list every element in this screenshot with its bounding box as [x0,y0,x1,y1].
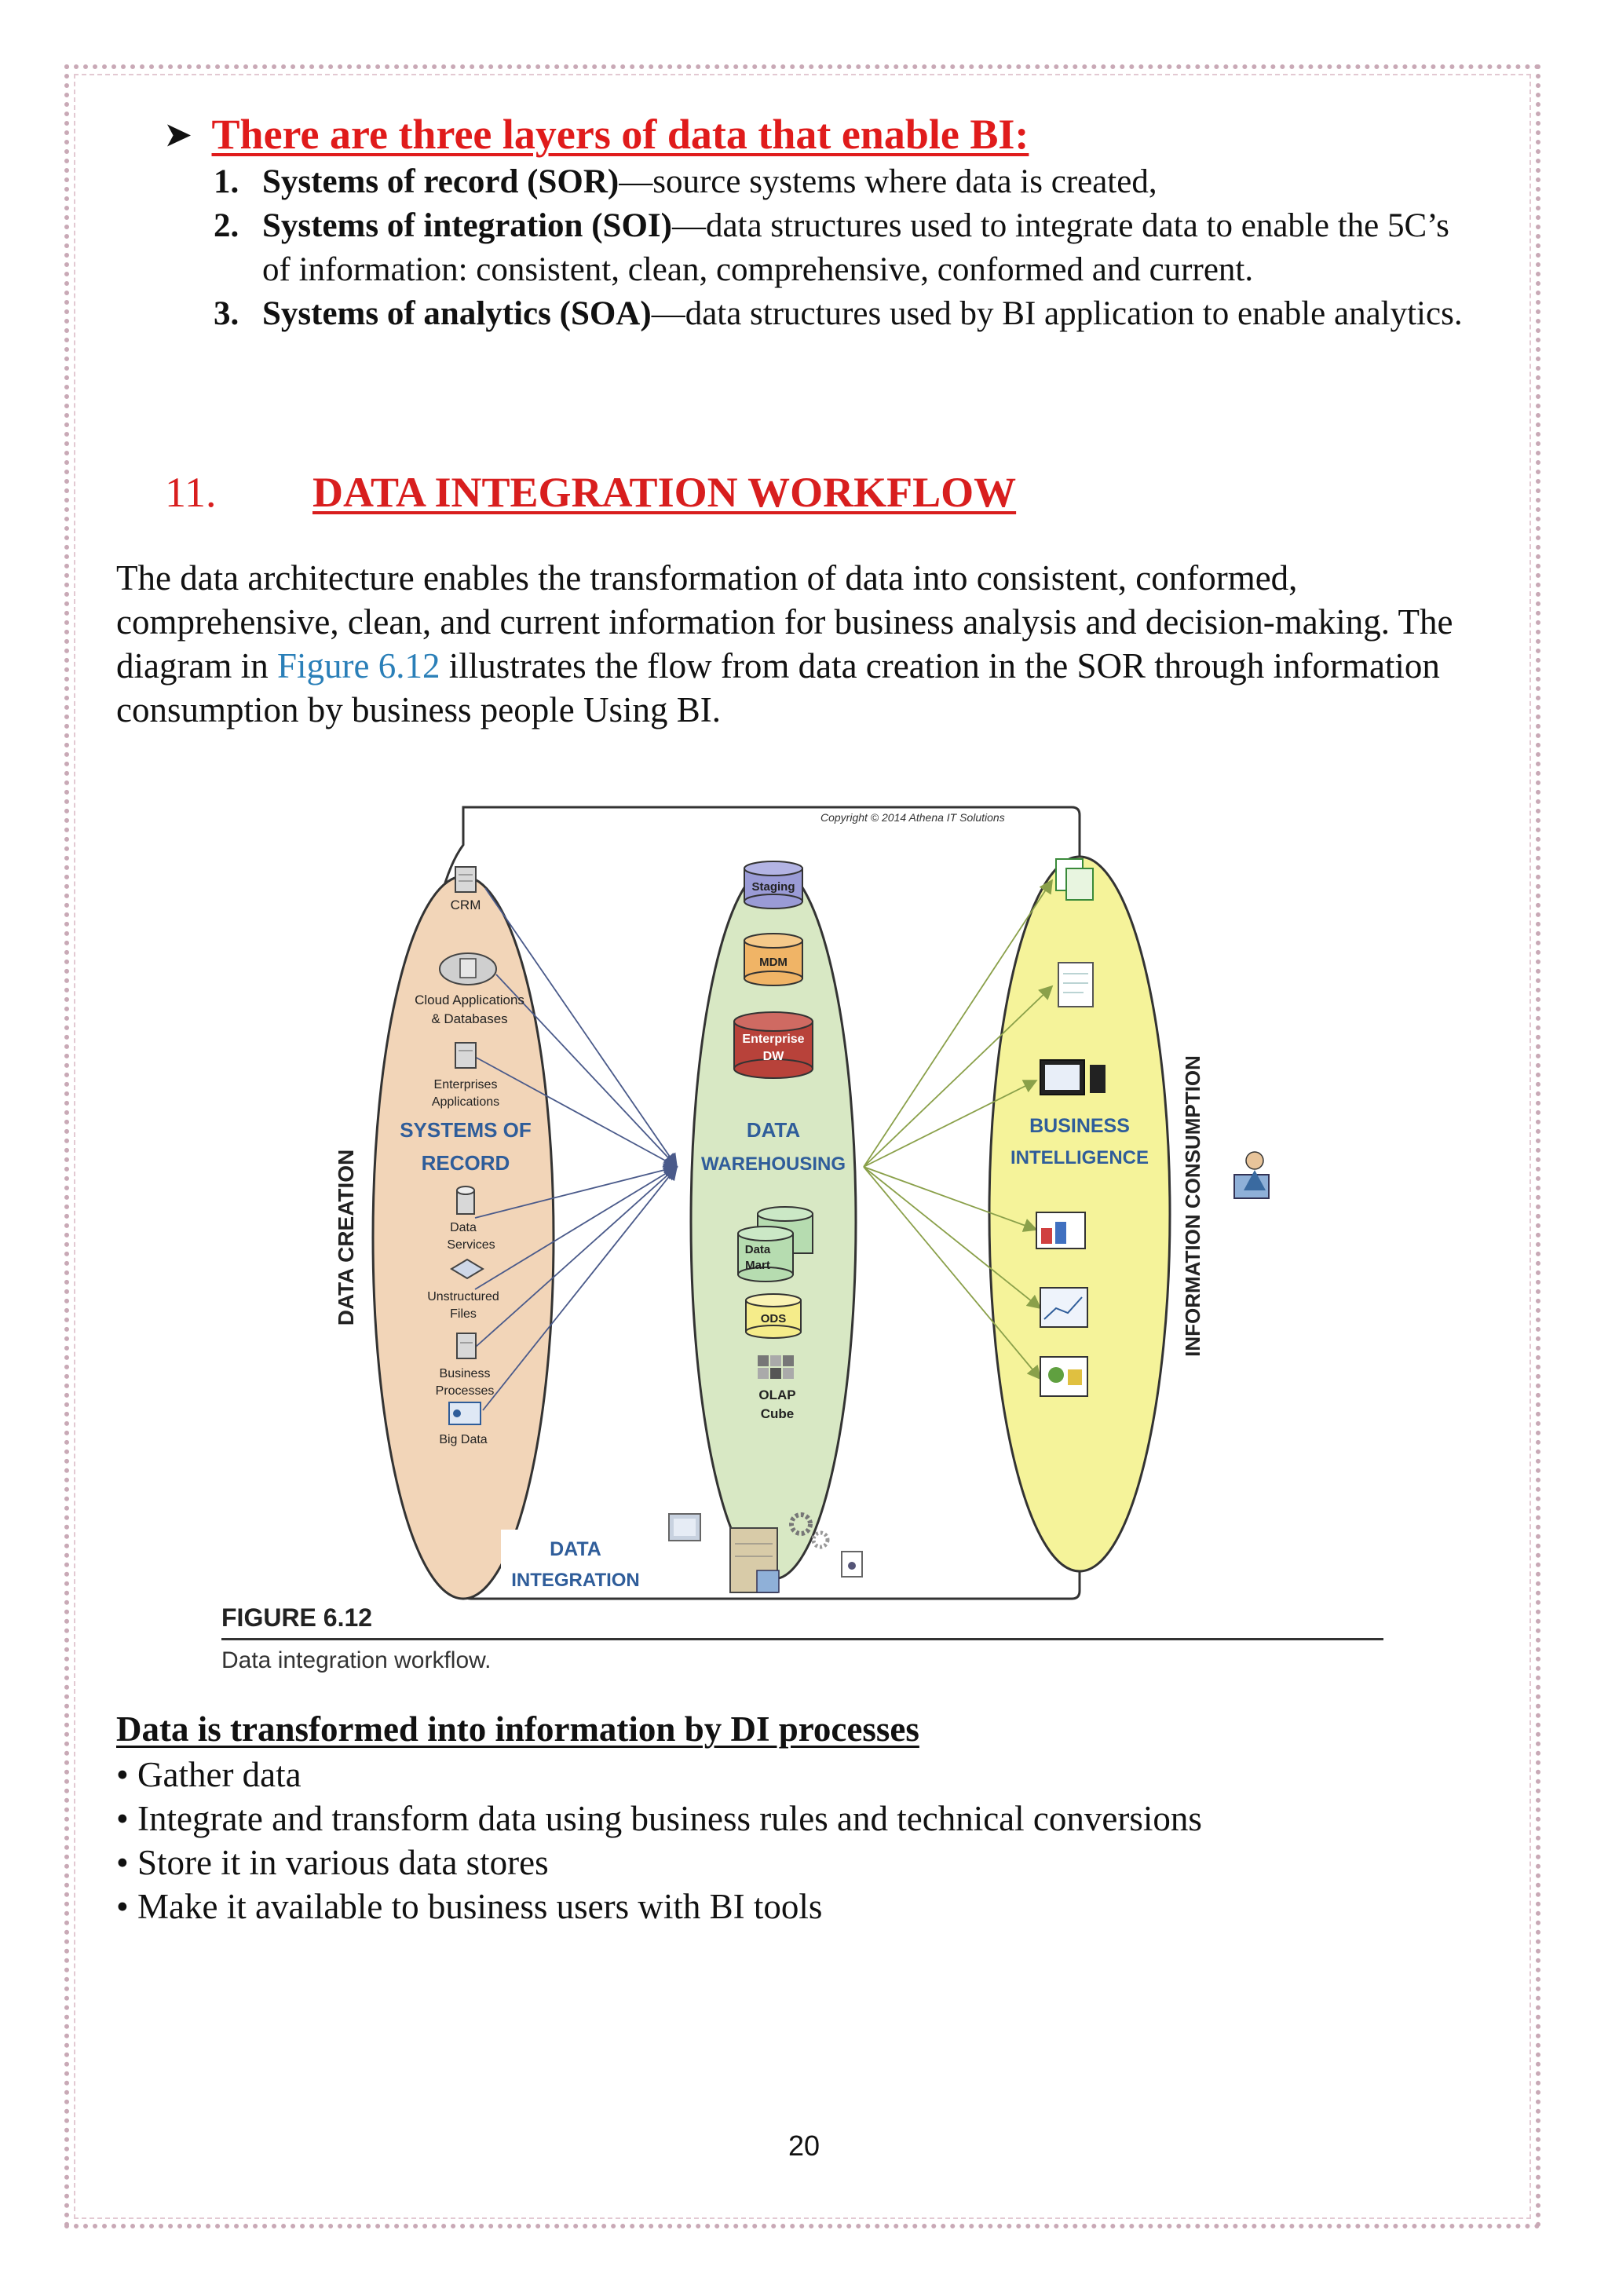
source-label: Cloud Applications [415,993,524,1007]
chart-screen-icon [1040,1357,1087,1396]
diagram-svg [314,798,1296,1614]
list-item-desc: —data structures used by BI application to enable analytics. [651,295,1463,332]
source-label: CRM [450,898,481,912]
list-item-number: 3. [214,295,239,332]
cloud-icon [440,953,496,985]
list-item: • Make it available to business users with BI tools [116,1887,823,1926]
dw-store-label: Cube [760,1406,795,1421]
arrow-bullet-icon: ➤ [165,117,192,152]
di-server-icon [730,1528,779,1592]
di-processes-heading: Data is transformed into information by DI processes [116,1709,919,1749]
list-item-desc: —source systems where data is created, [619,163,1157,200]
layers-heading [165,110,1029,159]
page-number: 20 [788,2130,820,2162]
figure-link[interactable]: Figure 6.12 [276,646,440,686]
di-processes-list [116,1753,1202,1929]
source-label: Unstructured [427,1290,499,1303]
source-label: & Databases [431,1011,508,1026]
list-item-desc: —data structures used to integrate data to enable the 5C’s of information: consistent, clean, comprehensive, conformed and current. [262,207,1449,288]
dw-store-label: MDM [759,956,788,969]
layers-heading-text: There are three layers of data that enable BI: [211,111,1029,158]
section-title: DATA INTEGRATION WORKFLOW [312,469,1017,516]
data-integration-diagram [314,798,1296,1614]
list-item-number: 1. [214,163,239,200]
list-item: • Integrate and transform data using business rules and technical conversions [116,1799,1202,1838]
list-item [214,292,1486,336]
dw-store-label: Data [744,1243,771,1256]
paragraph-text: illustrates the flow from data creation in the SOR through information consumption by business people Using BI. [116,646,1440,729]
dw-store-label: Staging [751,880,795,894]
database-icon [457,1186,474,1214]
source-label: Processes [435,1384,495,1398]
dw-title: WAREHOUSING [700,1153,846,1175]
dw-title: DATA [746,1118,801,1142]
list-item [214,204,1486,292]
copyright-text: Copyright © 2014 Athena IT Solutions [820,811,1005,824]
list-item-number: 2. [214,207,239,244]
server-icon [455,867,476,892]
bi-title: INTELLIGENCE [1010,1147,1149,1168]
figure-caption-title: FIGURE 6.12 [221,1603,373,1632]
sor-title: RECORD [421,1151,510,1175]
dw-store-label: DW [762,1050,784,1063]
di-window-icon [669,1514,700,1541]
list-item-term: Systems of integration (SOI) [262,207,672,244]
server-icon [455,1043,476,1068]
source-label: Big Data [439,1433,488,1446]
source-label: Services [447,1238,495,1252]
server-icon [457,1333,476,1358]
intro-paragraph [116,556,1498,732]
list-item [214,160,1486,204]
list-item-term: Systems of analytics (SOA) [262,295,652,332]
information-consumption-label: INFORMATION CONSUMPTION [1181,1055,1204,1357]
source-label: Enterprises [433,1078,498,1091]
dw-store-label: Mart [745,1259,770,1272]
source-label: Business [439,1367,491,1380]
dw-store-label: Enterprise [742,1033,805,1046]
paragraph-text: The data architecture enables the transformation of data into consistent, conformed, comprehensive, clean, and current information for business analysis and decision-making. The diagram in [116,558,1453,686]
source-label: Data [450,1221,477,1234]
di-title: INTEGRATION [511,1570,640,1591]
dw-store-label: OLAP [758,1387,796,1402]
layers-list [214,160,1486,336]
document-gear-icon [842,1552,862,1577]
business-user-icon [1234,1152,1269,1198]
list-item-term: Systems of record (SOR) [262,163,619,200]
big-data-icon [449,1402,481,1424]
list-item: • Gather data [116,1755,302,1794]
sor-title: SYSTEMS OF [400,1118,532,1142]
di-title: DATA [550,1538,601,1560]
list-item: • Store it in various data stores [116,1843,549,1882]
section-number: 11. [165,469,217,516]
dw-store-label: ODS [760,1312,787,1325]
bi-title: BUSINESS [1029,1115,1130,1137]
figure-caption-rule [221,1638,1383,1640]
source-label: Applications [431,1095,500,1109]
report-icon [1058,963,1093,1007]
source-label: Files [450,1307,477,1321]
analytics-screen-icon [1040,1288,1087,1327]
data-creation-label: DATA CREATION [334,1149,358,1326]
figure-caption-text: Data integration workflow. [221,1647,492,1673]
devices-icon [1040,1060,1106,1095]
dashboard-icon [1036,1212,1085,1249]
